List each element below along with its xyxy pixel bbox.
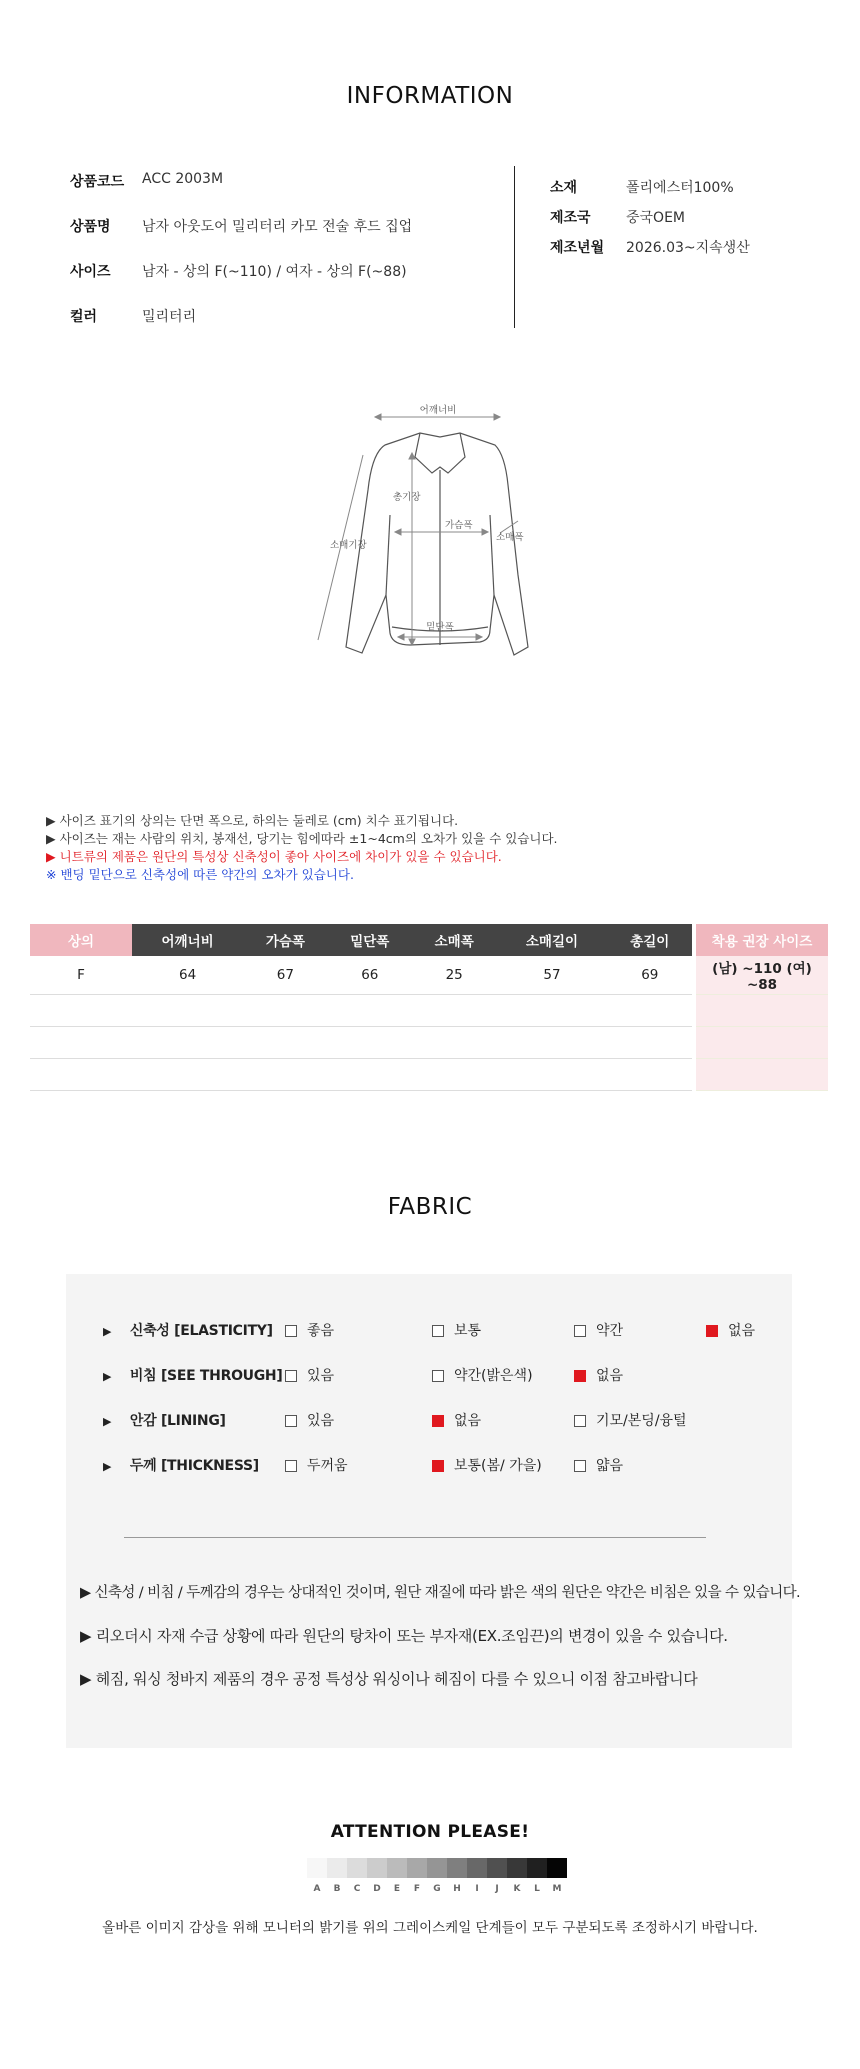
header-cell: 밑단폭	[328, 924, 412, 956]
diagram-label-hem: 밑단폭	[426, 622, 454, 633]
checkbox-checked-icon	[574, 1370, 586, 1382]
info-value-date: 2026.03~지속생산	[626, 240, 750, 256]
checkbox-icon	[574, 1325, 586, 1337]
option-label: 없음	[454, 1413, 482, 1429]
grayscale-letter: I	[475, 1884, 479, 1894]
grayscale-letter: L	[534, 1884, 540, 1894]
table-cell: F	[30, 956, 132, 995]
option-label: 좋음	[307, 1323, 335, 1339]
fabric-option	[574, 1320, 623, 1340]
note-line: ▶ 사이즈 표기의 상의는 단면 폭으로, 하의는 둘레로 (cm) 치수 표기됩니다.	[46, 813, 459, 828]
fabric-option	[285, 1455, 348, 1475]
grayscale-letter: B	[333, 1884, 341, 1894]
diagram-label-shoulder: 어깨너비	[419, 405, 457, 416]
option-label: 두꺼움	[307, 1458, 348, 1474]
fabric-note: ▶ 헤짐, 워싱 청바지 제품의 경우 공정 특성상 워싱이나 헤짐이 다를 수 있으니 이점 참고바랍니다	[80, 1670, 698, 1688]
option-label: 약간	[596, 1323, 624, 1339]
fabric-option	[432, 1365, 533, 1385]
grayscale-letter: H	[453, 1884, 461, 1894]
checkbox-checked-icon	[706, 1325, 718, 1337]
fabric-option	[574, 1455, 623, 1475]
grayscale-letter: D	[373, 1884, 381, 1894]
checkbox-icon	[285, 1370, 297, 1382]
fabric-option-selected	[574, 1365, 623, 1385]
grayscale-letter: K	[513, 1884, 521, 1894]
grayscale-letter: A	[313, 1884, 321, 1894]
table-cell	[243, 1027, 327, 1059]
info-label-code: 상품코드	[70, 174, 125, 190]
note-line-info: ※ 밴딩 밑단으로 신축성에 따른 약간의 오차가 있습니다.	[46, 867, 354, 882]
table-cell: 64	[132, 956, 243, 995]
diagram-label-sleeve-length: 소매기장	[330, 540, 367, 551]
header-cell: 가슴폭	[243, 924, 327, 956]
fabric-option	[432, 1320, 481, 1340]
checkbox-icon	[285, 1460, 297, 1472]
fabric-row-see-through	[103, 1365, 282, 1385]
fabric-option-selected	[432, 1410, 481, 1430]
fabric-divider	[124, 1537, 706, 1538]
fabric-option	[285, 1410, 334, 1430]
checkbox-checked-icon	[432, 1460, 444, 1472]
info-value-color: 밀리터리	[142, 309, 197, 325]
grayscale-letter: J	[495, 1884, 499, 1894]
table-cell-recommended: (남) ~110 (여) ~88	[696, 956, 828, 995]
table-row	[30, 1059, 828, 1091]
table-cell	[30, 1027, 132, 1059]
table-cell	[496, 995, 607, 1027]
table-cell	[132, 1027, 243, 1059]
info-label-origin: 제조국	[550, 210, 591, 226]
grayscale-swatch	[527, 1858, 547, 1878]
arrow-icon: ▶	[103, 1415, 112, 1428]
grayscale-swatch	[447, 1858, 467, 1878]
header-cell: 어깨너비	[132, 924, 243, 956]
fabric-label: 신축성 [ELASTICITY]	[129, 1323, 273, 1339]
table-cell	[496, 1027, 607, 1059]
info-value-material: 폴리에스터100%	[626, 180, 734, 196]
info-label-size: 사이즈	[70, 264, 111, 280]
table-cell	[608, 995, 692, 1027]
checkbox-icon	[574, 1460, 586, 1472]
checkbox-icon	[432, 1325, 444, 1337]
info-divider	[514, 166, 515, 328]
option-label: 있음	[307, 1413, 335, 1429]
fabric-row-elasticity	[103, 1320, 273, 1340]
size-notes	[46, 812, 558, 884]
arrow-icon: ▶	[103, 1460, 112, 1473]
grayscale-swatch	[487, 1858, 507, 1878]
header-cell: 소매폭	[412, 924, 496, 956]
table-cell: 25	[412, 956, 496, 995]
header-cell: 총길이	[608, 924, 692, 956]
information-title: INFORMATION	[346, 83, 514, 109]
table-cell	[30, 995, 132, 1027]
table-cell	[608, 1059, 692, 1091]
table-cell	[412, 995, 496, 1027]
table-cell: 69	[608, 956, 692, 995]
arrow-icon: ▶	[103, 1325, 112, 1338]
grayscale-swatch	[407, 1858, 427, 1878]
fabric-note: ▶ 리오더시 자재 수급 상황에 따라 원단의 탕차이 또는 부자재(EX.조임끈)의 변경이 있을 수 있습니다.	[80, 1627, 728, 1645]
grayscale-swatch	[507, 1858, 527, 1878]
checkbox-icon	[574, 1415, 586, 1427]
table-cell	[608, 1027, 692, 1059]
table-cell-recommended	[696, 1027, 828, 1059]
attention-footer: 올바른 이미지 감상을 위해 모니터의 밝기를 위의 그레이스케일 단계들이 모두 구분되도록 조정하시기 바랍니다.	[102, 1920, 758, 1936]
grayscale-swatch	[367, 1858, 387, 1878]
fabric-row-thickness	[103, 1455, 259, 1475]
table-cell-recommended	[696, 1059, 828, 1091]
grayscale-letter: F	[413, 1884, 421, 1894]
info-value-code: ACC 2003M	[142, 171, 224, 187]
fabric-row-lining	[103, 1410, 226, 1430]
fabric-option	[574, 1410, 687, 1430]
option-label: 보통(봄/ 가을)	[454, 1458, 542, 1474]
grayscale-swatch	[427, 1858, 447, 1878]
table-cell	[243, 995, 327, 1027]
checkbox-icon	[285, 1415, 297, 1427]
header-cell: 상의	[30, 924, 132, 956]
table-cell: 66	[328, 956, 412, 995]
checkbox-icon	[285, 1325, 297, 1337]
attention-title: ATTENTION PLEASE!	[330, 1822, 530, 1842]
fabric-note: ▶ 신축성 / 비침 / 두께감의 경우는 상대적인 것이며, 원단 재질에 따라 밝은 색의 원단은 약간은 비침은 있을 수 있습니다.	[80, 1585, 801, 1601]
table-cell	[30, 1059, 132, 1091]
fabric-option-selected	[706, 1320, 755, 1340]
diagram-label-length: 총기장	[393, 492, 421, 503]
info-value-size: 남자 - 상의 F(~110) / 여자 - 상의 F(~88)	[142, 264, 407, 280]
option-label: 얇음	[596, 1458, 624, 1474]
header-cell: 소매길이	[496, 924, 607, 956]
fabric-label: 안감 [LINING]	[129, 1413, 226, 1429]
grayscale-letter: M	[552, 1884, 562, 1894]
grayscale-swatch	[327, 1858, 347, 1878]
info-label-color: 컬러	[70, 309, 98, 325]
info-value-name: 남자 아웃도어 밀리터리 카모 전술 후드 집업	[142, 219, 413, 235]
grayscale-letter: G	[433, 1884, 441, 1894]
checkbox-checked-icon	[432, 1415, 444, 1427]
table-cell	[132, 995, 243, 1027]
table-cell	[132, 1059, 243, 1091]
fabric-option	[285, 1365, 334, 1385]
option-label: 없음	[596, 1368, 624, 1384]
option-label: 있음	[307, 1368, 335, 1384]
header-cell-recommended: 착용 권장 사이즈	[696, 924, 828, 956]
table-row	[30, 995, 828, 1027]
option-label: 기모/본딩/융털	[596, 1413, 687, 1429]
checkbox-icon	[432, 1370, 444, 1382]
fabric-option	[285, 1320, 334, 1340]
diagram-label-chest: 가슴폭	[445, 520, 473, 531]
arrow-icon: ▶	[103, 1370, 112, 1383]
note-line-warning: ▶ 니트류의 제품은 원단의 특성상 신축성이 좋아 사이즈에 차이가 있을 수 있습니다.	[46, 849, 502, 864]
table-cell: 67	[243, 956, 327, 995]
diagram-label-sleeve-width: 소매폭	[496, 532, 524, 543]
info-value-origin: 중국OEM	[626, 210, 685, 226]
option-label: 없음	[728, 1323, 756, 1339]
table-cell	[328, 1059, 412, 1091]
table-cell-recommended	[696, 995, 828, 1027]
table-row	[30, 1027, 828, 1059]
grayscale-swatch	[387, 1858, 407, 1878]
info-label-material: 소재	[550, 180, 578, 196]
table-cell: 57	[496, 956, 607, 995]
table-row	[30, 956, 828, 995]
table-cell	[412, 1027, 496, 1059]
table-cell	[243, 1059, 327, 1091]
fabric-label: 비침 [SEE THROUGH]	[129, 1368, 283, 1384]
size-table	[30, 924, 828, 1091]
grayscale-letter: E	[393, 1884, 401, 1894]
table-cell	[328, 1027, 412, 1059]
fabric-title: FABRIC	[387, 1194, 473, 1220]
grayscale-swatch	[467, 1858, 487, 1878]
note-line: ▶ 사이즈는 재는 사람의 위치, 봉재선, 당기는 힘에따라 ±1~4cm의 오차가 있을 수 있습니다.	[46, 831, 558, 846]
table-cell	[328, 995, 412, 1027]
info-label-name: 상품명	[70, 219, 111, 235]
grayscale-swatch	[347, 1858, 367, 1878]
size-table-header	[30, 924, 828, 956]
option-label: 보통	[454, 1323, 482, 1339]
grayscale-letter: C	[353, 1884, 361, 1894]
table-cell	[412, 1059, 496, 1091]
fabric-option-selected	[432, 1455, 542, 1475]
grayscale-swatch	[307, 1858, 327, 1878]
table-cell	[496, 1059, 607, 1091]
info-label-date: 제조년월	[550, 240, 605, 256]
fabric-label: 두께 [THICKNESS]	[129, 1458, 259, 1474]
grayscale-swatch	[547, 1858, 567, 1878]
garment-size-diagram	[300, 395, 570, 670]
option-label: 약간(밝은색)	[454, 1368, 533, 1384]
